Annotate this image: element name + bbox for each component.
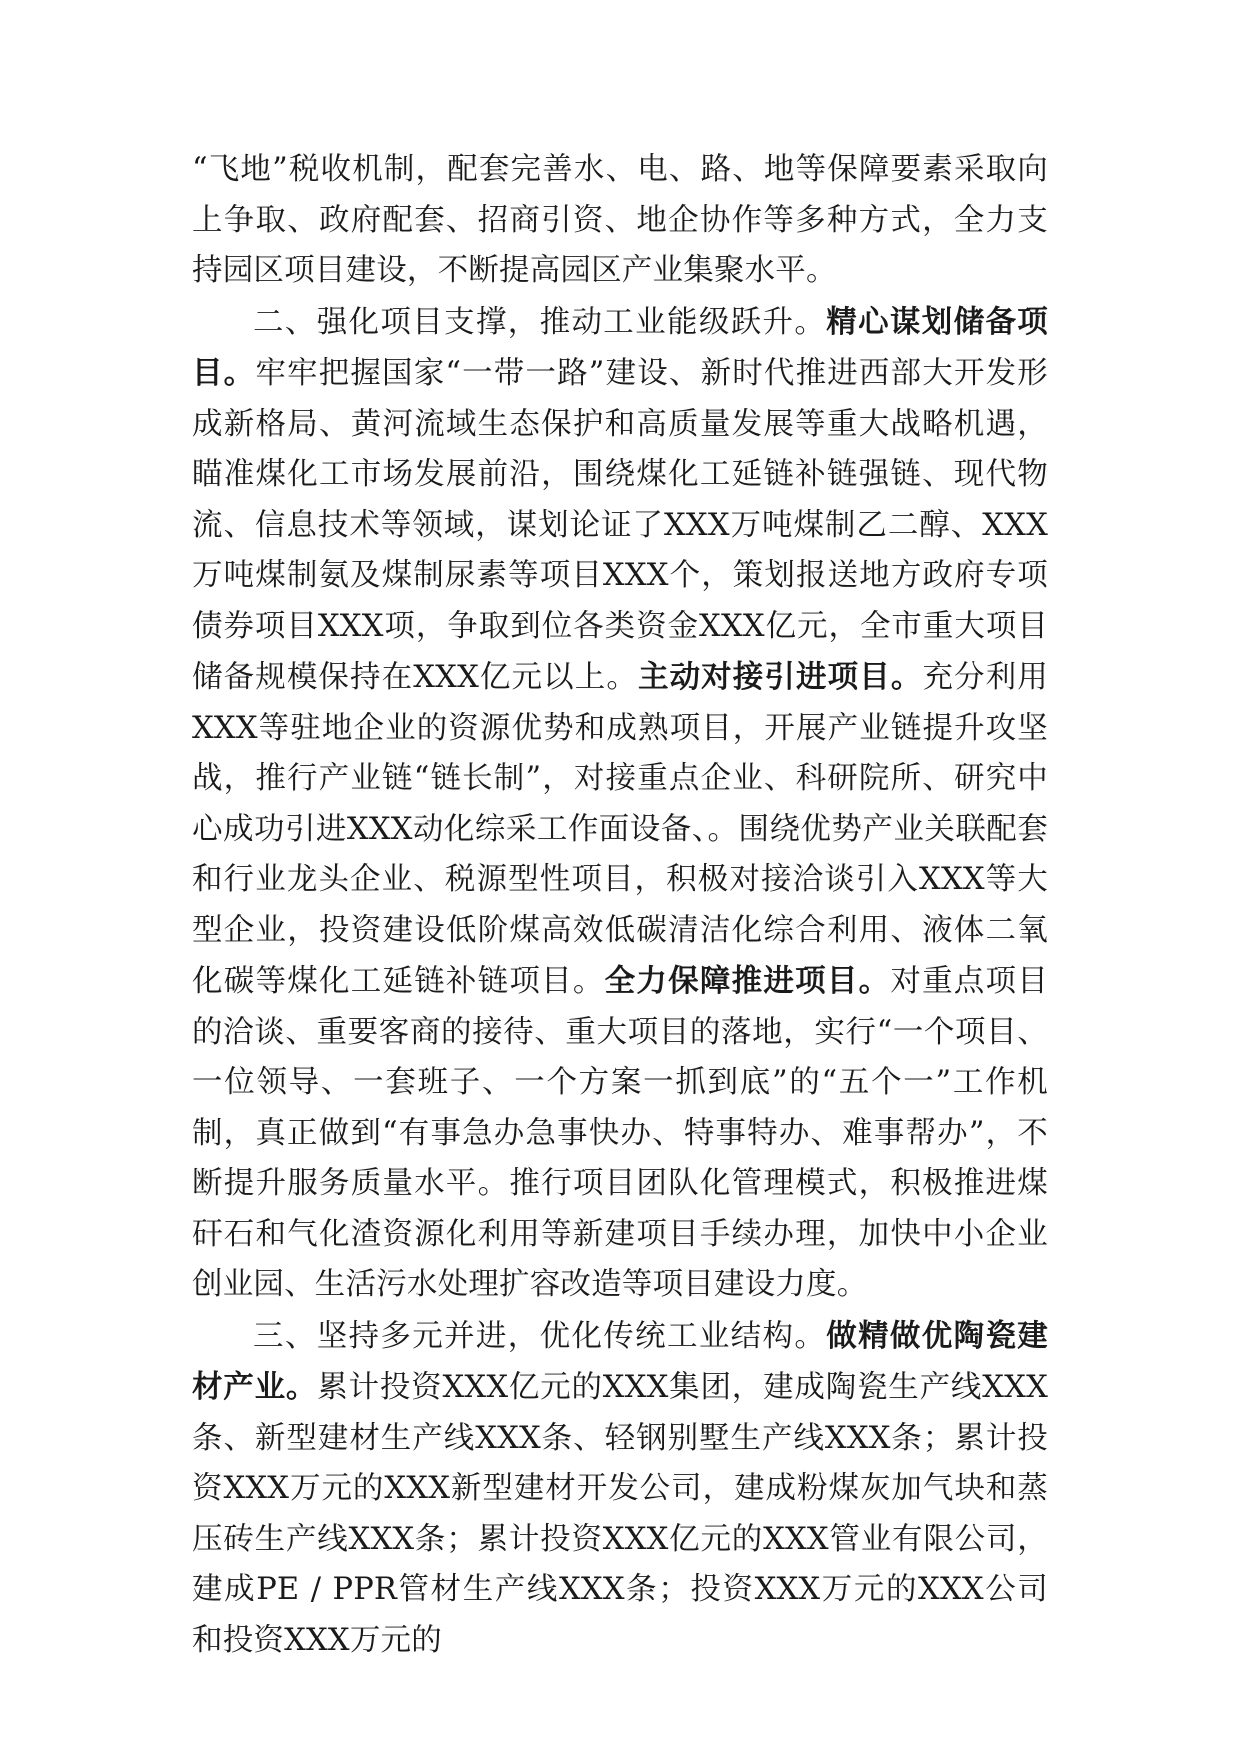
bold-lead-phrase: 精心谋划储备项目。 [192, 303, 1048, 391]
bold-lead-phrase: 主动对接引进项目。 [637, 659, 923, 695]
paragraph-text: 累计投资XXX亿元的XXX集团，建成陶瓷生产线XXX条、新型建材生产线XXX条、轻钢别墅生产线XXX条；累计投资XXX万元的XXX新型建材开发公司，建成粉煤灰加气块和蒸压砖生产线XXX条；累计投资XXX亿元的XXX管业有限公司，建成PE / PPR管材生产线XXX条；投资XXX万元的XXX公司和投资XXX万元的 [192, 1370, 1048, 1658]
document-body [192, 145, 1048, 1666]
paragraph-text: 对重点项目的洽谈、重要客商的接待、重大项目的落地，实行“一个项目、一位领导、一套班子、一个方案一抓到底”的“五个一”工作机制，真正做到“有事急办急事快办、特事特办、难事帮办”，不断提升服务质量水平。推行项目团队化管理模式，积极推进煤矸石和气化渣资源化利用等新建项目手续办理，加快中小企业创业园、生活污水处理扩容改造等项目建设力度。 [192, 964, 1048, 1302]
paragraph-text: 牢牢把握国家“一带一路”建设、新时代推进西部大开发形成新格局、黄河流域生态保护和高质量发展等重大战略机遇，瞄准煤化工市场发展前沿，围绕煤化工延链补链强链、现代物流、信息技术等领域，谋划论证了XXX万吨煤制乙二醇、XXX万吨煤制氨及煤制尿素等项目XXX个，策划报送地方政府专项债券项目XXX项，争取到位各类资金XXX亿元，全市重大项目储备规模保持在XXX亿元以上。 [192, 356, 1048, 695]
section-heading: 二、强化项目支撑，推动工业能级跃升。 [253, 304, 827, 340]
bold-lead-phrase: 全力保障推进项目。 [604, 963, 891, 999]
section-three-paragraph [192, 1311, 1048, 1667]
section-heading: 三、坚持多元并进，优化传统工业结构。 [253, 1318, 827, 1354]
section-two-paragraph [192, 297, 1048, 1311]
bold-lead-phrase: 做精做优陶瓷建材产业。 [192, 1317, 1048, 1405]
paragraph-text: 充分利用XXX等驻地企业的资源优势和成熟项目，开展产业链提升攻坚战，推行产业链“链长制”，对接重点企业、科研院所、研究中心成功引进XXX动化综采工作面设备、。围绕优势产业关联配套和行业龙头企业、税源型性项目，积极对接洽谈引入XXX等大型企业，投资建设低阶煤高效低碳清洁化综合利用、液体二氧化碳等煤化工延链补链项目。 [192, 660, 1048, 999]
paragraph-text: “飞地”税收机制，配套完善水、电、路、地等保障要素采取向上争取、政府配套、招商引资、地企协作等多种方式，全力支持园区项目建设，不断提高园区产业集聚水平。 [192, 152, 1048, 288]
paragraph-continuation [192, 145, 1048, 297]
